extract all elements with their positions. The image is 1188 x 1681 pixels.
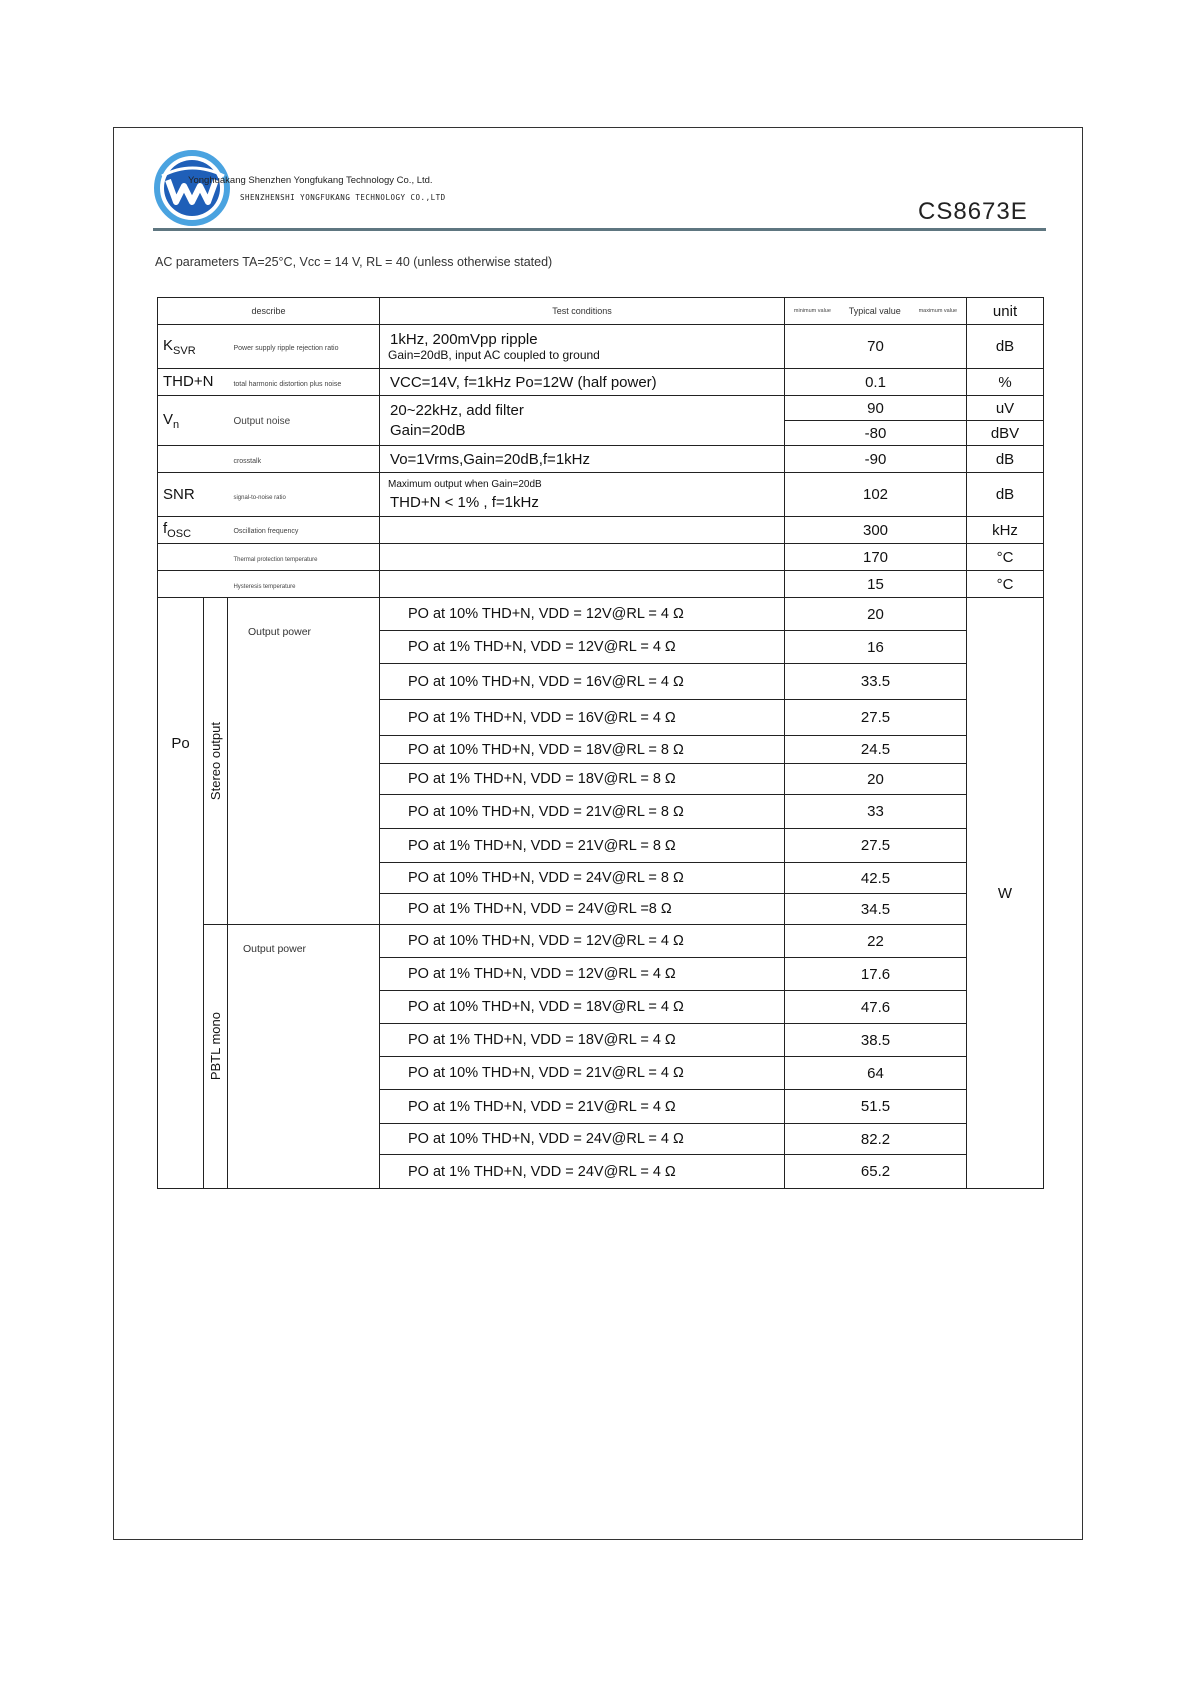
thd-typ: 0.1 — [785, 369, 967, 396]
hysteresis-unit: °C — [967, 571, 1044, 598]
po-typ: 38.5 — [785, 1024, 967, 1057]
po-cond: PO at 1% THD+N, VDD = 12V@RL = 4 Ω — [380, 631, 785, 664]
po-cond: PO at 10% THD+N, VDD = 16V@RL = 4 Ω — [380, 664, 785, 700]
thd-unit: % — [967, 369, 1044, 396]
vn-symbol: $V_n$ — [163, 410, 180, 431]
po-cond: PO at 1% THD+N, VDD = 24V@RL = 4 Ω — [380, 1155, 785, 1189]
mono-output-power-desc: Output power — [228, 925, 380, 1189]
po-typ: 82.2 — [785, 1124, 967, 1155]
vn-unit-1: uV — [967, 396, 1044, 421]
table-row — [158, 544, 1044, 571]
vn-typ-2: -80 — [785, 421, 967, 446]
fosc-unit: kHz — [967, 517, 1044, 544]
po-typ: 24.5 — [785, 736, 967, 764]
po-cond: PO at 1% THD+N, VDD = 21V@RL = 4 Ω — [380, 1090, 785, 1124]
po-cond: PO at 10% THD+N, VDD = 24V@RL = 8 Ω — [380, 863, 785, 894]
header-max: maximum value — [918, 308, 958, 314]
po-typ: 65.2 — [785, 1155, 967, 1189]
vn-desc: Output noise — [233, 415, 291, 427]
po-cond: PO at 1% THD+N, VDD = 16V@RL = 4 Ω — [380, 700, 785, 736]
table-row — [158, 473, 1044, 517]
ksvr-desc: Power supply ripple rejection ratio — [233, 344, 339, 352]
po-typ: 34.5 — [785, 894, 967, 925]
thd-symbol: THD+N — [163, 373, 214, 390]
company-logo-icon — [154, 150, 230, 226]
fosc-typ: 300 — [785, 517, 967, 544]
company-name-cn: Yonghuakang Shenzhen Yongfukang Technology Co., Ltd. — [188, 175, 433, 186]
company-name-en: SHENZHENSHI YONGFUKANG TECHNOLOGY CO.,LTD — [240, 193, 446, 202]
stereo-group-label: Stereo output — [204, 598, 228, 925]
po-cond: PO at 1% THD+N, VDD = 12V@RL = 4 Ω — [380, 958, 785, 991]
thd-cond: VCC=14V, f=1kHz Po=12W (half power) — [380, 369, 785, 396]
fosc-symbol: $f_{OSC}$ — [163, 520, 192, 540]
po-typ: 16 — [785, 631, 967, 664]
po-unit: W — [967, 598, 1044, 1189]
snr-desc: signal-to-noise ratio — [233, 494, 286, 501]
po-typ: 33 — [785, 795, 967, 829]
table-row — [158, 396, 1044, 421]
fosc-desc: Oscillation frequency — [233, 528, 299, 535]
ksvr-symbol: $K_{SVR}$ — [163, 336, 196, 357]
vn-typ-1: 90 — [785, 396, 967, 421]
header-unit: unit — [967, 298, 1044, 325]
table-row — [158, 517, 1044, 544]
thermal-protection-desc: Thermal protection temperature — [233, 557, 318, 563]
table-row — [158, 598, 1044, 631]
po-cond: PO at 1% THD+N, VDD = 21V@RL = 8 Ω — [380, 829, 785, 863]
ac-parameters-note: AC parameters TA=25°C, Vcc = 14 V, RL = 40 (unless otherwise stated) — [155, 255, 553, 269]
crosstalk-desc: crosstalk — [233, 458, 262, 465]
crosstalk-typ: -90 — [785, 446, 967, 473]
header-test-conditions: Test conditions — [380, 298, 785, 325]
header-describe: describe — [158, 298, 380, 325]
vn-cond-1: 20~22kHz, add filter — [390, 402, 524, 419]
po-cond: PO at 1% THD+N, VDD = 24V@RL =8 Ω — [380, 894, 785, 925]
snr-unit: dB — [967, 473, 1044, 517]
snr-cond-1: Maximum output when Gain=20dB — [388, 478, 542, 490]
po-cond: PO at 10% THD+N, VDD = 18V@RL = 8 Ω — [380, 736, 785, 764]
po-cond: PO at 10% THD+N, VDD = 12V@RL = 4 Ω — [380, 925, 785, 958]
hysteresis-desc: Hysteresis temperature — [233, 584, 296, 590]
table-row — [158, 925, 1044, 958]
po-typ: 42.5 — [785, 863, 967, 894]
crosstalk-unit: dB — [967, 446, 1044, 473]
stereo-output-power-desc: Output power — [228, 598, 380, 925]
header-typ: Typical value — [848, 306, 901, 316]
po-cond: PO at 10% THD+N, VDD = 21V@RL = 4 Ω — [380, 1057, 785, 1090]
thermal-protection-typ: 170 — [785, 544, 967, 571]
ksvr-typ: 70 — [785, 325, 967, 369]
po-typ: 51.5 — [785, 1090, 967, 1124]
po-cond: PO at 1% THD+N, VDD = 18V@RL = 8 Ω — [380, 764, 785, 795]
table-row — [158, 325, 1044, 369]
ac-parameters-table — [157, 297, 1044, 1189]
vn-cond-2: Gain=20dB — [390, 422, 466, 439]
po-typ: 17.6 — [785, 958, 967, 991]
table-row — [158, 446, 1044, 473]
po-typ: 27.5 — [785, 829, 967, 863]
hysteresis-typ: 15 — [785, 571, 967, 598]
header-rule — [153, 228, 1046, 231]
snr-cond-2: THD+N < 1% , f=1kHz — [390, 493, 539, 511]
po-cond: PO at 10% THD+N, VDD = 21V@RL = 8 Ω — [380, 795, 785, 829]
thermal-protection-unit: °C — [967, 544, 1044, 571]
header-values — [785, 298, 967, 325]
vn-unit-2: dBV — [967, 421, 1044, 446]
po-typ: 22 — [785, 925, 967, 958]
po-typ: 20 — [785, 764, 967, 795]
po-symbol: Po — [158, 598, 204, 1189]
table-header-row — [158, 298, 1044, 325]
model-number: CS8673E — [918, 198, 1028, 225]
po-typ: 64 — [785, 1057, 967, 1090]
thd-desc: total harmonic distortion plus noise — [233, 381, 342, 388]
header-min: minimum value — [793, 308, 831, 314]
po-cond: PO at 10% THD+N, VDD = 12V@RL = 4 Ω — [380, 598, 785, 631]
po-typ: 47.6 — [785, 991, 967, 1024]
table-row — [158, 369, 1044, 396]
ksvr-unit: dB — [967, 325, 1044, 369]
po-typ: 27.5 — [785, 700, 967, 736]
ksvr-cond-1: 1kHz, 200mVpp ripple — [390, 331, 538, 348]
po-typ: 20 — [785, 598, 967, 631]
snr-typ: 102 — [785, 473, 967, 517]
snr-symbol: SNR — [163, 485, 195, 503]
po-cond: PO at 1% THD+N, VDD = 18V@RL = 4 Ω — [380, 1024, 785, 1057]
table-row — [158, 571, 1044, 598]
crosstalk-cond: Vo=1Vrms,Gain=20dB,f=1kHz — [380, 446, 785, 473]
mono-group-label: PBTL mono — [204, 925, 228, 1189]
po-typ: 33.5 — [785, 664, 967, 700]
ksvr-cond-2: Gain=20dB, input AC coupled to ground — [388, 348, 600, 362]
po-cond: PO at 10% THD+N, VDD = 24V@RL = 4 Ω — [380, 1124, 785, 1155]
po-cond: PO at 10% THD+N, VDD = 18V@RL = 4 Ω — [380, 991, 785, 1024]
